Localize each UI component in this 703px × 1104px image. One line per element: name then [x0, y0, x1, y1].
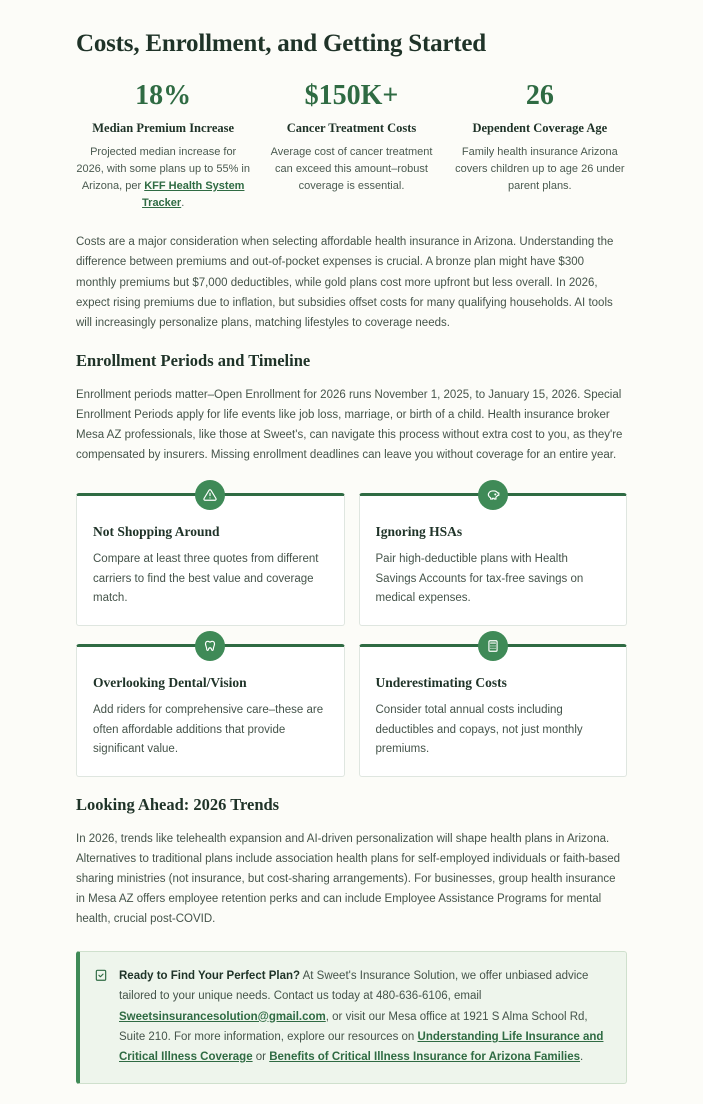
- card-text: Add riders for comprehensive care–these are often affordable additions that provide significant value.: [93, 704, 324, 756]
- stat-label: Cancer Treatment Costs: [286, 121, 417, 136]
- clipboard-check-icon: [94, 968, 109, 983]
- stat-description: [76, 144, 250, 212]
- stat-value: 26: [525, 80, 554, 111]
- intro-paragraph: Costs are a major consideration when selecting affordable health insurance in Arizona. Understanding the difference between premiums and out-of-pocket expenses is crucial. A bronze plan might have $300 monthly premiums but $7,000 deductibles, while gold plans cost more upfront but less overall. In 2026, expect rising premiums due to inflation, but subsidies offset costs for many qualifying households. AI tools will increasingly personalize plans, matching lifestyles to coverage needs.: [76, 236, 614, 329]
- stat-description: Average cost of cancer treatment can exceed this amount–robust coverage is essential.: [270, 146, 433, 193]
- stat-label: Median Premium Increase: [92, 121, 235, 136]
- stat-label: Dependent Coverage Age: [472, 121, 608, 136]
- stat-value: $150K+: [304, 80, 399, 111]
- stat-description-suffix: .: [181, 197, 185, 210]
- cta-text: [119, 966, 610, 1067]
- tooth-icon: [195, 631, 225, 661]
- enrollment-heading: Enrollment Periods and Timeline: [76, 350, 311, 370]
- kff-health-system-tracker-link[interactable]: KFF Health System Tracker: [142, 180, 245, 210]
- card-ignoring-hsas: [359, 493, 628, 626]
- stat-card-cancer-treatment-costs: [264, 80, 438, 212]
- stat-card-premium-increase: [76, 80, 250, 212]
- warning-icon: [195, 480, 225, 510]
- trends-heading: Looking Ahead: 2026 Trends: [76, 794, 280, 814]
- card-not-shopping-around: [76, 493, 345, 626]
- card-text: Consider total annual costs including deductibles and copays, not just monthly premiums.: [375, 704, 583, 756]
- cta-text-4: .: [580, 1050, 584, 1063]
- stat-description: Family health insurance Arizona covers children up to age 26 under parent plans.: [455, 146, 625, 193]
- trends-paragraph: In 2026, trends like telehealth expansion and AI-driven personalization will shape health plans in Arizona. Alternatives to traditional plans include association health plans for self-employed individuals or faith-based sharing ministries (not insurance, but cost-sharing arrangements). For businesses, group health insurance in Mesa AZ offers employee retention perks and can include Employee Assistance Programs for mental health, crucial post-COVID.: [76, 832, 621, 926]
- email-link[interactable]: Sweetsinsurancesolution@gmail.com: [119, 1010, 326, 1023]
- card-overlooking-dental-vision: [76, 644, 345, 777]
- piggy-bank-icon: [478, 480, 508, 510]
- cta-text-3: or: [252, 1050, 270, 1063]
- card-text: Compare at least three quotes from different carriers to find the best value and coverage match.: [93, 553, 319, 605]
- cta-text-1: At Sweet's Insurance Solution, we offer unbiased advice tailored to your unique needs. Contact us today at 480-636-6106, email: [119, 970, 589, 1003]
- critical-illness-resource-link[interactable]: Benefits of Critical Illness Insurance for Arizona Families: [269, 1050, 581, 1063]
- stat-value: 18%: [135, 80, 192, 111]
- calculator-icon: [478, 631, 508, 661]
- stat-card-dependent-coverage-age: [453, 80, 627, 212]
- card-title: Underestimating Costs: [375, 675, 507, 691]
- page-title: Costs, Enrollment, and Getting Started: [76, 30, 487, 57]
- cta-lead: Ready to Find Your Perfect Plan?: [119, 970, 301, 983]
- card-title: Ignoring HSAs: [375, 524, 463, 540]
- life-insurance-resource-link[interactable]: Understanding Life Insurance and Critical Illness Coverage: [119, 1030, 604, 1063]
- card-title: Overlooking Dental/Vision: [93, 675, 247, 691]
- card-text: Pair high-deductible plans with Health Savings Accounts for tax-free savings on medical expenses.: [375, 553, 584, 605]
- cta-text-2: , or visit our Mesa office at 1921 S Alma School Rd, Suite 210. For more information, explore our resources on: [119, 1010, 588, 1043]
- card-title: Not Shopping Around: [93, 524, 220, 540]
- stat-description-text: Projected median increase for 2026, with some plans up to 55% in Arizona, per: [76, 146, 250, 193]
- cta-callout: [76, 951, 627, 1084]
- mistakes-card-grid: [76, 493, 627, 776]
- enrollment-paragraph: Enrollment periods matter–Open Enrollment for 2026 runs November 1, 2025, to January 15, 2026. Special Enrollment Periods apply for life events like job loss, marriage, or birth of a child. Health insurance broker Mesa AZ professionals, like those at Sweet's, can navigate this process without extra cost to you, as they're compensated by insurers. Missing enrollment deadlines can leave you without coverage for an entire year.: [76, 388, 623, 462]
- stats-row: [76, 80, 627, 212]
- card-underestimating-costs: [359, 644, 628, 777]
